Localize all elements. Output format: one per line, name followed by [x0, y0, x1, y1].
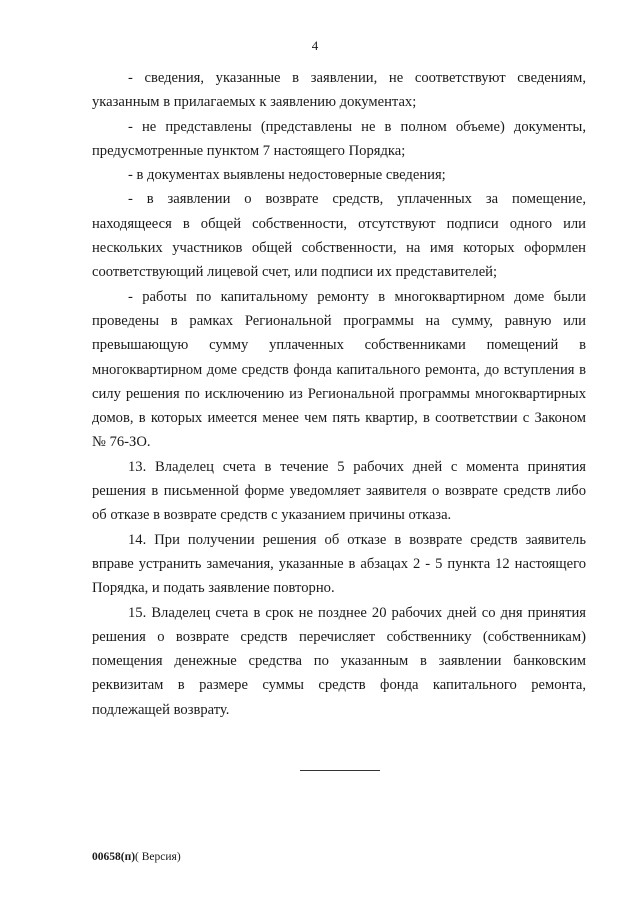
document-version: ( Версия) [135, 851, 181, 863]
end-divider [300, 770, 380, 771]
page-number: 4 [311, 38, 319, 53]
footer [92, 851, 181, 863]
clause-14: 14. При получении решения об отказе в возврате средств заявитель вправе устранить замечания, указанные в абзацах 2 - 5 пункта 12 настоящего Порядка, и подать заявление повторно. [92, 531, 586, 597]
list-item-mismatch: - сведения, указанные в заявлении, не соответствуют сведениям, указанным в прилагаемых к заявлению документах; [92, 70, 586, 111]
clause-13: 13. Владелец счета в течение 5 рабочих дней с момента принятия решения в письменной форме уведомляет заявителя о возврате средств либо об отказе в возврате средств с указанием причины отказа. [92, 458, 586, 524]
list-item-missing-signatures: - в заявлении о возврате средств, уплаченных за помещение, находящееся в общей собственности, отсутствуют подписи одного или нескольких участников общей собственности, на имя которых оформлен соответствующий лицевой счет, или подписи их представителей; [92, 191, 586, 281]
clause-15: 15. Владелец счета в срок не позднее 20 рабочих дней со дня принятия решения о возврате средств перечисляет собственнику (собственникам) помещения денежные средства по указанным в заявлении банковским реквизитам в размере суммы средств фонда капитального ремонта, подлежащей возврату. [92, 604, 586, 718]
list-item-false-information: - в документах выявлены недостоверные сведения; [128, 167, 446, 184]
document-body [92, 66, 586, 722]
list-item-missing-documents: - не представлены (представлены не в полном объеме) документы, предусмотренные пунктом 7 настоящего Порядка; [92, 118, 586, 159]
document-code: 00658(п) [92, 851, 136, 863]
list-item-repair-completed: - работы по капитальному ремонту в многоквартирном доме были проведены в рамках Региональной программы на сумму, равную или превышающую сумму уплаченных собственниками помещений в многоквартирном доме средств фонда капитального ремонта, до вступления в силу решения по исключению из Региональной программы многоквартирных домов, в которых имеется менее чем пять квартир, в соответствии с Законом № 76-ЗО. [92, 288, 586, 451]
